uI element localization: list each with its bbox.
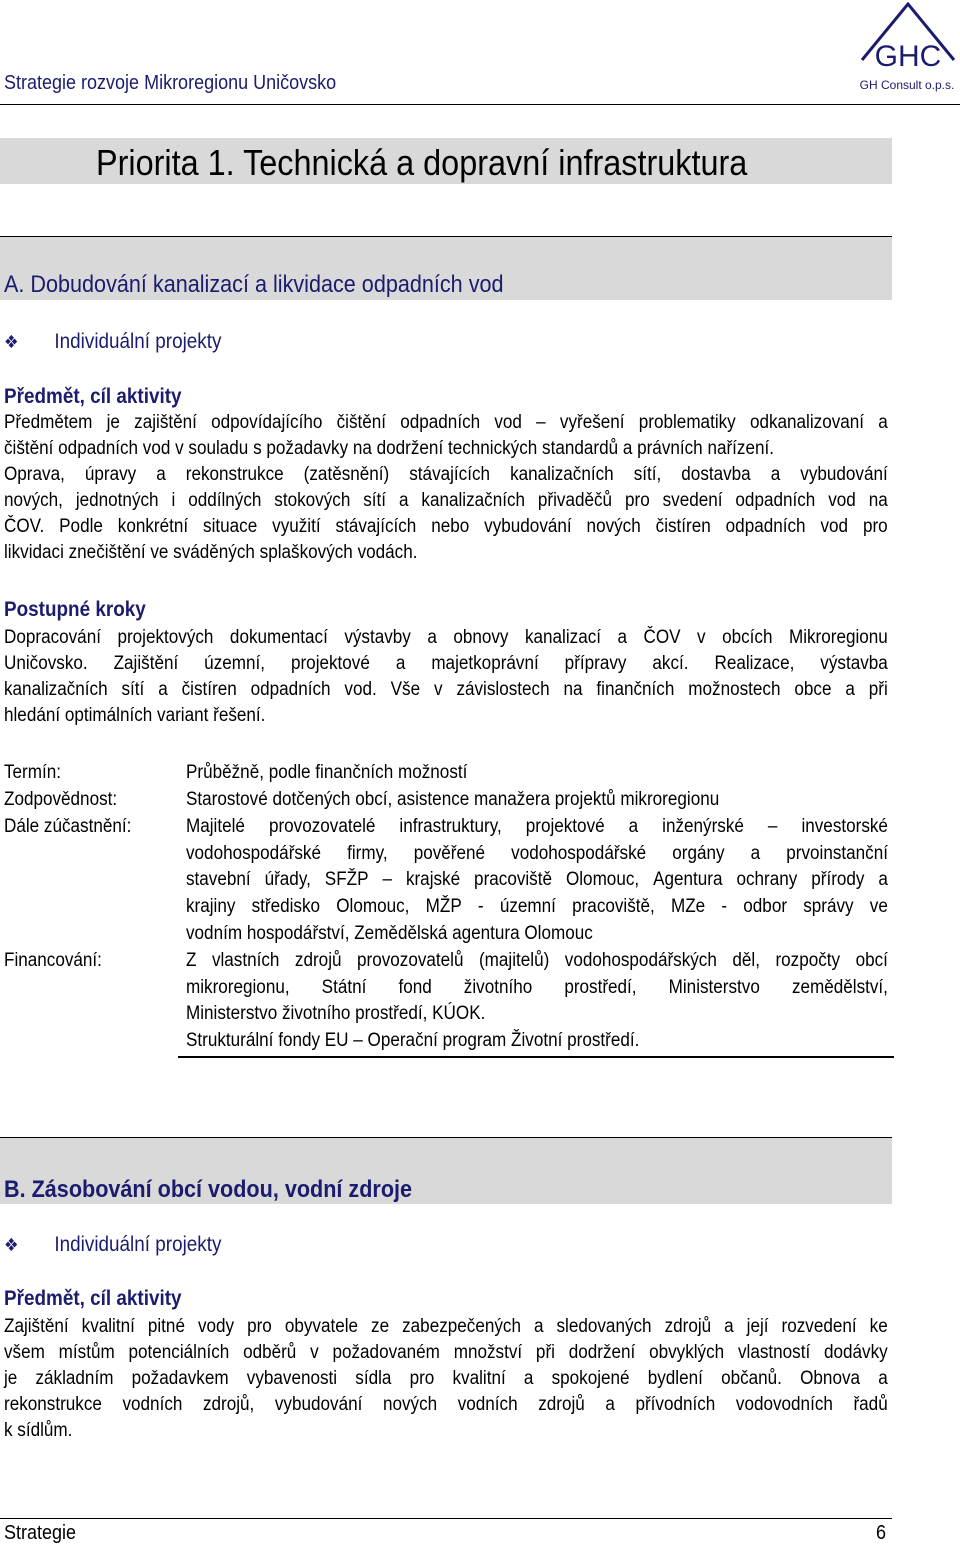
- text-line: Strukturální fondy EU – Operační program Životní prostředí.: [186, 1030, 640, 1052]
- word: kanalizačních: [421, 490, 526, 511]
- word: středisko: [251, 896, 321, 918]
- word: krajiny: [186, 896, 236, 918]
- word: vybudování: [800, 464, 888, 485]
- word: děl,: [732, 950, 760, 971]
- responsibility-label: Zodpovědnost:: [4, 789, 118, 810]
- participants-value: [186, 814, 888, 948]
- word: vybavenosti: [246, 1368, 338, 1389]
- word: situace: [203, 516, 258, 537]
- word: MZe: [670, 896, 706, 918]
- word: Agentura: [653, 869, 723, 891]
- financing-value: [186, 948, 888, 1055]
- word: zdrojů: [538, 1394, 585, 1415]
- word: ochrany: [736, 869, 798, 891]
- word: a: [770, 464, 781, 485]
- word: kvalitní: [81, 1316, 135, 1337]
- text-line: hledání optimálních variant řešení.: [4, 705, 266, 726]
- word: svedení: [662, 490, 723, 511]
- word: Olomouc,: [336, 896, 410, 918]
- word: Dopracování: [4, 627, 101, 648]
- word: a: [878, 1368, 888, 1389]
- text-line: čištění odpadních vod v souladu s požadavky na dodržení technických standardů a právních nařízení.: [4, 438, 774, 459]
- word: Zajištění: [113, 653, 179, 674]
- word: spokojené: [551, 1368, 630, 1389]
- page-number: 6: [876, 1522, 887, 1544]
- term-value: [186, 760, 888, 787]
- word: a: [724, 1316, 734, 1337]
- ghc-logo: [852, 2, 960, 94]
- word: Oprava,: [4, 464, 65, 485]
- word: odpadních: [735, 490, 816, 511]
- text-line: k sídlům.: [4, 1420, 73, 1441]
- priority-heading-band: [0, 138, 892, 184]
- word: infrastruktury,: [399, 816, 502, 837]
- section-b-subject-label: Předmět, cíl aktivity: [4, 1287, 182, 1310]
- text-line: [186, 814, 888, 841]
- word: kvalitní: [452, 1368, 506, 1389]
- word: MŽP: [425, 896, 462, 918]
- word: pro: [624, 490, 650, 511]
- word: množství: [453, 1342, 523, 1363]
- word: vodohospodářských: [564, 950, 717, 971]
- word: odpovídajícího: [211, 412, 323, 433]
- word: vlastností: [737, 1342, 811, 1363]
- word: zemědělství,: [791, 976, 888, 998]
- word: mikroregionu,: [186, 976, 290, 998]
- word: závislostech: [456, 679, 550, 700]
- section-a-subject-text: [4, 410, 888, 566]
- word: obyvatele: [284, 1316, 359, 1337]
- word: nových,: [4, 490, 63, 511]
- word: -: [477, 896, 484, 918]
- diamond-bullet-icon: ❖: [4, 1235, 19, 1255]
- word: firmy,: [347, 842, 388, 864]
- word: –: [382, 869, 392, 891]
- word: obcích: [722, 627, 773, 648]
- word: zabezpečených: [402, 1316, 521, 1337]
- word: v: [434, 679, 443, 700]
- term-label: Termín:: [4, 762, 62, 783]
- word: odbor: [743, 896, 788, 918]
- word: Majitelé: [186, 816, 245, 837]
- word: sítí: [363, 490, 387, 511]
- word: v: [697, 627, 706, 648]
- header-title: Strategie rozvoje Mikroregionu Uničovsko: [4, 72, 337, 94]
- word: čistíren: [181, 679, 237, 700]
- word: provozovatelé: [268, 816, 376, 837]
- text-line: [4, 1314, 888, 1340]
- logo-subtitle: GH Consult o.p.s.: [859, 78, 955, 92]
- word: akcí.: [652, 653, 689, 674]
- word: dokumentací: [229, 627, 328, 648]
- section-a-steps-text: [4, 625, 888, 729]
- section-b-subject-text: [4, 1314, 888, 1444]
- word: stavební: [186, 869, 251, 891]
- logo-mark: GHC: [874, 40, 942, 73]
- word: vod.: [344, 679, 377, 700]
- text-line: [186, 894, 888, 921]
- word: a: [628, 816, 639, 837]
- word: a: [750, 842, 761, 864]
- word: možnostech: [688, 679, 781, 700]
- footer-label: Strategie: [4, 1522, 77, 1544]
- word: vyřešení: [559, 412, 625, 433]
- word: Podle: [59, 516, 103, 537]
- word: vod: [820, 516, 849, 537]
- word: –: [536, 412, 546, 433]
- text-line: [186, 975, 888, 1002]
- word: pracoviště,: [572, 896, 655, 918]
- word: sítí,: [633, 464, 662, 485]
- responsibility-value-text: Starostové dotčených obcí, asistence manažera projektů mikroregionu: [186, 789, 720, 810]
- word: provozovatelů: [357, 950, 464, 971]
- word: (zatěsnění): [303, 464, 390, 485]
- word: bydlení: [647, 1368, 703, 1389]
- word: Olomouc,: [565, 869, 640, 891]
- word: (majitelů): [478, 950, 550, 971]
- word: projektových: [117, 627, 214, 648]
- word: prvoinstanční: [786, 842, 888, 864]
- word: rozvedení: [781, 1316, 857, 1337]
- word: vod: [494, 412, 522, 433]
- text-line: [4, 677, 888, 703]
- word: požadavkem: [131, 1368, 229, 1389]
- word: kanalizací: [524, 627, 602, 648]
- word: vody: [197, 1316, 235, 1337]
- word: prostředí,: [564, 976, 637, 998]
- word: dostavba: [681, 464, 751, 485]
- section-a-subtitle-text: Individuální projekty: [54, 330, 222, 353]
- text-line: [4, 462, 888, 488]
- word: a: [878, 869, 888, 891]
- word: projektové: [525, 816, 605, 837]
- word: rozpočty: [775, 950, 841, 971]
- word: rekonstrukce: [185, 464, 284, 485]
- word: a: [845, 679, 855, 700]
- text-line: [186, 948, 888, 975]
- word: vodohospodářské: [186, 842, 321, 864]
- word: inženýrské: [662, 816, 744, 837]
- word: investorské: [801, 816, 888, 837]
- word: životního: [463, 976, 533, 998]
- word: územní: [499, 896, 556, 918]
- word: pro: [409, 1368, 435, 1389]
- word: na: [868, 490, 888, 511]
- term-value-text: Průběžně, podle finančních možností: [186, 762, 468, 783]
- word: zdrojů,: [202, 1394, 255, 1415]
- word: rekonstrukce: [4, 1394, 102, 1415]
- footer-divider: [0, 1518, 892, 1519]
- word: přívodních: [635, 1394, 716, 1415]
- text-line: [4, 514, 888, 540]
- financing-underline: [178, 1056, 894, 1058]
- word: odpadních: [250, 679, 331, 700]
- word: dodávky: [823, 1342, 888, 1363]
- word: konkrétní: [117, 516, 189, 537]
- word: potenciálních: [128, 1342, 230, 1363]
- priority-title: Priorita 1. Technická a dopravní infrastruktura: [96, 142, 748, 183]
- word: fond: [398, 976, 432, 998]
- word: na: [563, 679, 583, 700]
- word: vlastních: [211, 950, 280, 971]
- word: projektové: [290, 653, 370, 674]
- word: a: [395, 653, 406, 674]
- text-line: likvidaci znečištění ve sváděných splaškových vodách.: [4, 542, 418, 563]
- word: stávajících: [409, 464, 491, 485]
- text-line: [4, 1366, 888, 1392]
- word: výstavba: [820, 653, 888, 674]
- word: při: [535, 1342, 555, 1363]
- word: kanalizačních: [510, 464, 614, 485]
- word: nových: [382, 1394, 438, 1415]
- text-line: [186, 841, 888, 868]
- section-a-title: A. Dobudování kanalizací a likvidace odpadních vod: [4, 271, 504, 298]
- word: a: [617, 627, 628, 648]
- word: zajištění: [134, 412, 197, 433]
- word: vodohospodářské: [511, 842, 647, 864]
- word: a: [398, 490, 409, 511]
- word: pitné: [147, 1316, 185, 1337]
- word: vybudování: [274, 1394, 363, 1415]
- word: a: [427, 627, 437, 648]
- section-a-heading-band: [0, 237, 892, 300]
- word: a: [605, 1394, 615, 1415]
- text-line: [4, 410, 888, 436]
- word: při: [868, 679, 888, 700]
- word: ČOV: [643, 627, 681, 648]
- word: oddílných: [188, 490, 262, 511]
- text-line: [4, 1340, 888, 1366]
- word: přivaděčů: [537, 490, 613, 511]
- word: přírody: [811, 869, 865, 891]
- text-line: vodním hospodářství, Zemědělská agentura Olomouc: [186, 922, 593, 944]
- word: občanů.: [721, 1368, 782, 1389]
- word: ze: [371, 1316, 390, 1337]
- word: výstavby: [344, 627, 411, 648]
- text-line: [4, 1392, 888, 1418]
- word: a: [878, 412, 888, 433]
- word: místům: [58, 1342, 115, 1363]
- word: Obnova: [800, 1368, 861, 1389]
- word: jednotných: [75, 490, 159, 511]
- responsibility-value: [186, 787, 888, 814]
- word: Z: [186, 950, 197, 971]
- word: vodovodních: [735, 1394, 833, 1415]
- section-b-subtitle-text: Individuální projekty: [54, 1233, 222, 1256]
- word: orgány: [672, 842, 725, 864]
- word: vodních: [122, 1394, 183, 1415]
- word: základním: [35, 1368, 114, 1389]
- word: územní,: [204, 653, 266, 674]
- word: odkanalizovaní: [749, 412, 865, 433]
- word: čištění: [336, 412, 387, 433]
- word: zdrojů: [294, 950, 342, 971]
- word: sídla: [355, 1368, 392, 1389]
- word: pro: [862, 516, 888, 537]
- word: vodních: [457, 1394, 518, 1415]
- section-a-steps-label: Postupné kroky: [4, 598, 146, 621]
- word: zdrojů: [664, 1316, 712, 1337]
- word: pracoviště: [474, 869, 553, 891]
- text-line: Ministerstvo životního prostředí, KÚOK.: [186, 1003, 486, 1025]
- word: nových: [586, 516, 641, 537]
- word: správy: [803, 896, 854, 918]
- word: je: [4, 1368, 18, 1389]
- word: stávajících: [335, 516, 417, 537]
- word: sítí: [121, 679, 145, 700]
- word: pro: [247, 1316, 272, 1337]
- word: a: [523, 1368, 534, 1389]
- section-a-subtitle: [4, 330, 221, 354]
- text-line: [186, 867, 888, 894]
- word: -: [721, 896, 728, 918]
- diamond-bullet-icon: ❖: [4, 332, 19, 352]
- word: Mikroregionu: [788, 627, 888, 648]
- word: a: [156, 464, 166, 485]
- word: krajské: [405, 869, 461, 891]
- ghc-logo-graphic: [852, 2, 960, 94]
- word: Zajištění: [4, 1316, 69, 1337]
- word: je: [106, 412, 120, 433]
- word: obcí: [855, 950, 888, 971]
- participants-label: Dále zúčastnění:: [4, 816, 132, 837]
- word: Ministerstvo: [668, 976, 760, 998]
- word: sledovaných: [556, 1316, 652, 1337]
- word: obce: [794, 679, 832, 700]
- word: ve: [869, 896, 888, 918]
- word: obnovy: [453, 627, 509, 648]
- word: Vše: [390, 679, 421, 700]
- word: a: [533, 1316, 544, 1337]
- word: pověřené: [413, 842, 486, 864]
- word: odběrů: [243, 1342, 297, 1363]
- financing-label: Financování:: [4, 950, 102, 971]
- word: ČOV.: [4, 516, 45, 537]
- section-a-subject-label: Předmět, cíl aktivity: [4, 385, 182, 408]
- section-b-title: B. Zásobování obcí vodou, vodní zdroje: [4, 1176, 413, 1203]
- word: Uničovsko.: [4, 653, 88, 674]
- word: i: [171, 490, 176, 511]
- word: vybudování: [484, 516, 572, 537]
- text-line: [4, 651, 888, 677]
- word: její: [746, 1316, 769, 1337]
- word: přípravy: [564, 653, 627, 674]
- word: –: [767, 816, 778, 837]
- word: kanalizačních: [4, 679, 108, 700]
- word: majetkoprávní: [431, 653, 539, 674]
- word: čistíren: [655, 516, 711, 537]
- word: Předmětem: [4, 412, 93, 433]
- word: vod: [828, 490, 856, 511]
- word: finančních: [596, 679, 675, 700]
- word: požadovaném: [332, 1342, 440, 1363]
- word: ke: [869, 1316, 888, 1337]
- word: úřady,: [264, 869, 311, 891]
- word: nebo: [431, 516, 470, 537]
- word: SFŽP: [324, 869, 369, 891]
- word: využití: [272, 516, 321, 537]
- text-line: [4, 625, 888, 651]
- word: řadů: [853, 1394, 888, 1415]
- word: odpadních: [400, 412, 481, 433]
- word: Realizace,: [714, 653, 795, 674]
- word: dodržení: [568, 1342, 636, 1363]
- word: obvyklých: [649, 1342, 725, 1363]
- section-b-heading-band: [0, 1138, 892, 1204]
- word: úpravy: [84, 464, 137, 485]
- word: a: [158, 679, 168, 700]
- word: Státní: [321, 976, 367, 998]
- word: všem: [4, 1342, 45, 1363]
- word: v: [310, 1342, 319, 1363]
- word: problematiky: [638, 412, 736, 433]
- section-b-subtitle: [4, 1233, 221, 1257]
- text-line: [4, 488, 888, 514]
- word: stokových: [274, 490, 351, 511]
- word: odpadních: [725, 516, 806, 537]
- header-divider: [0, 104, 960, 105]
